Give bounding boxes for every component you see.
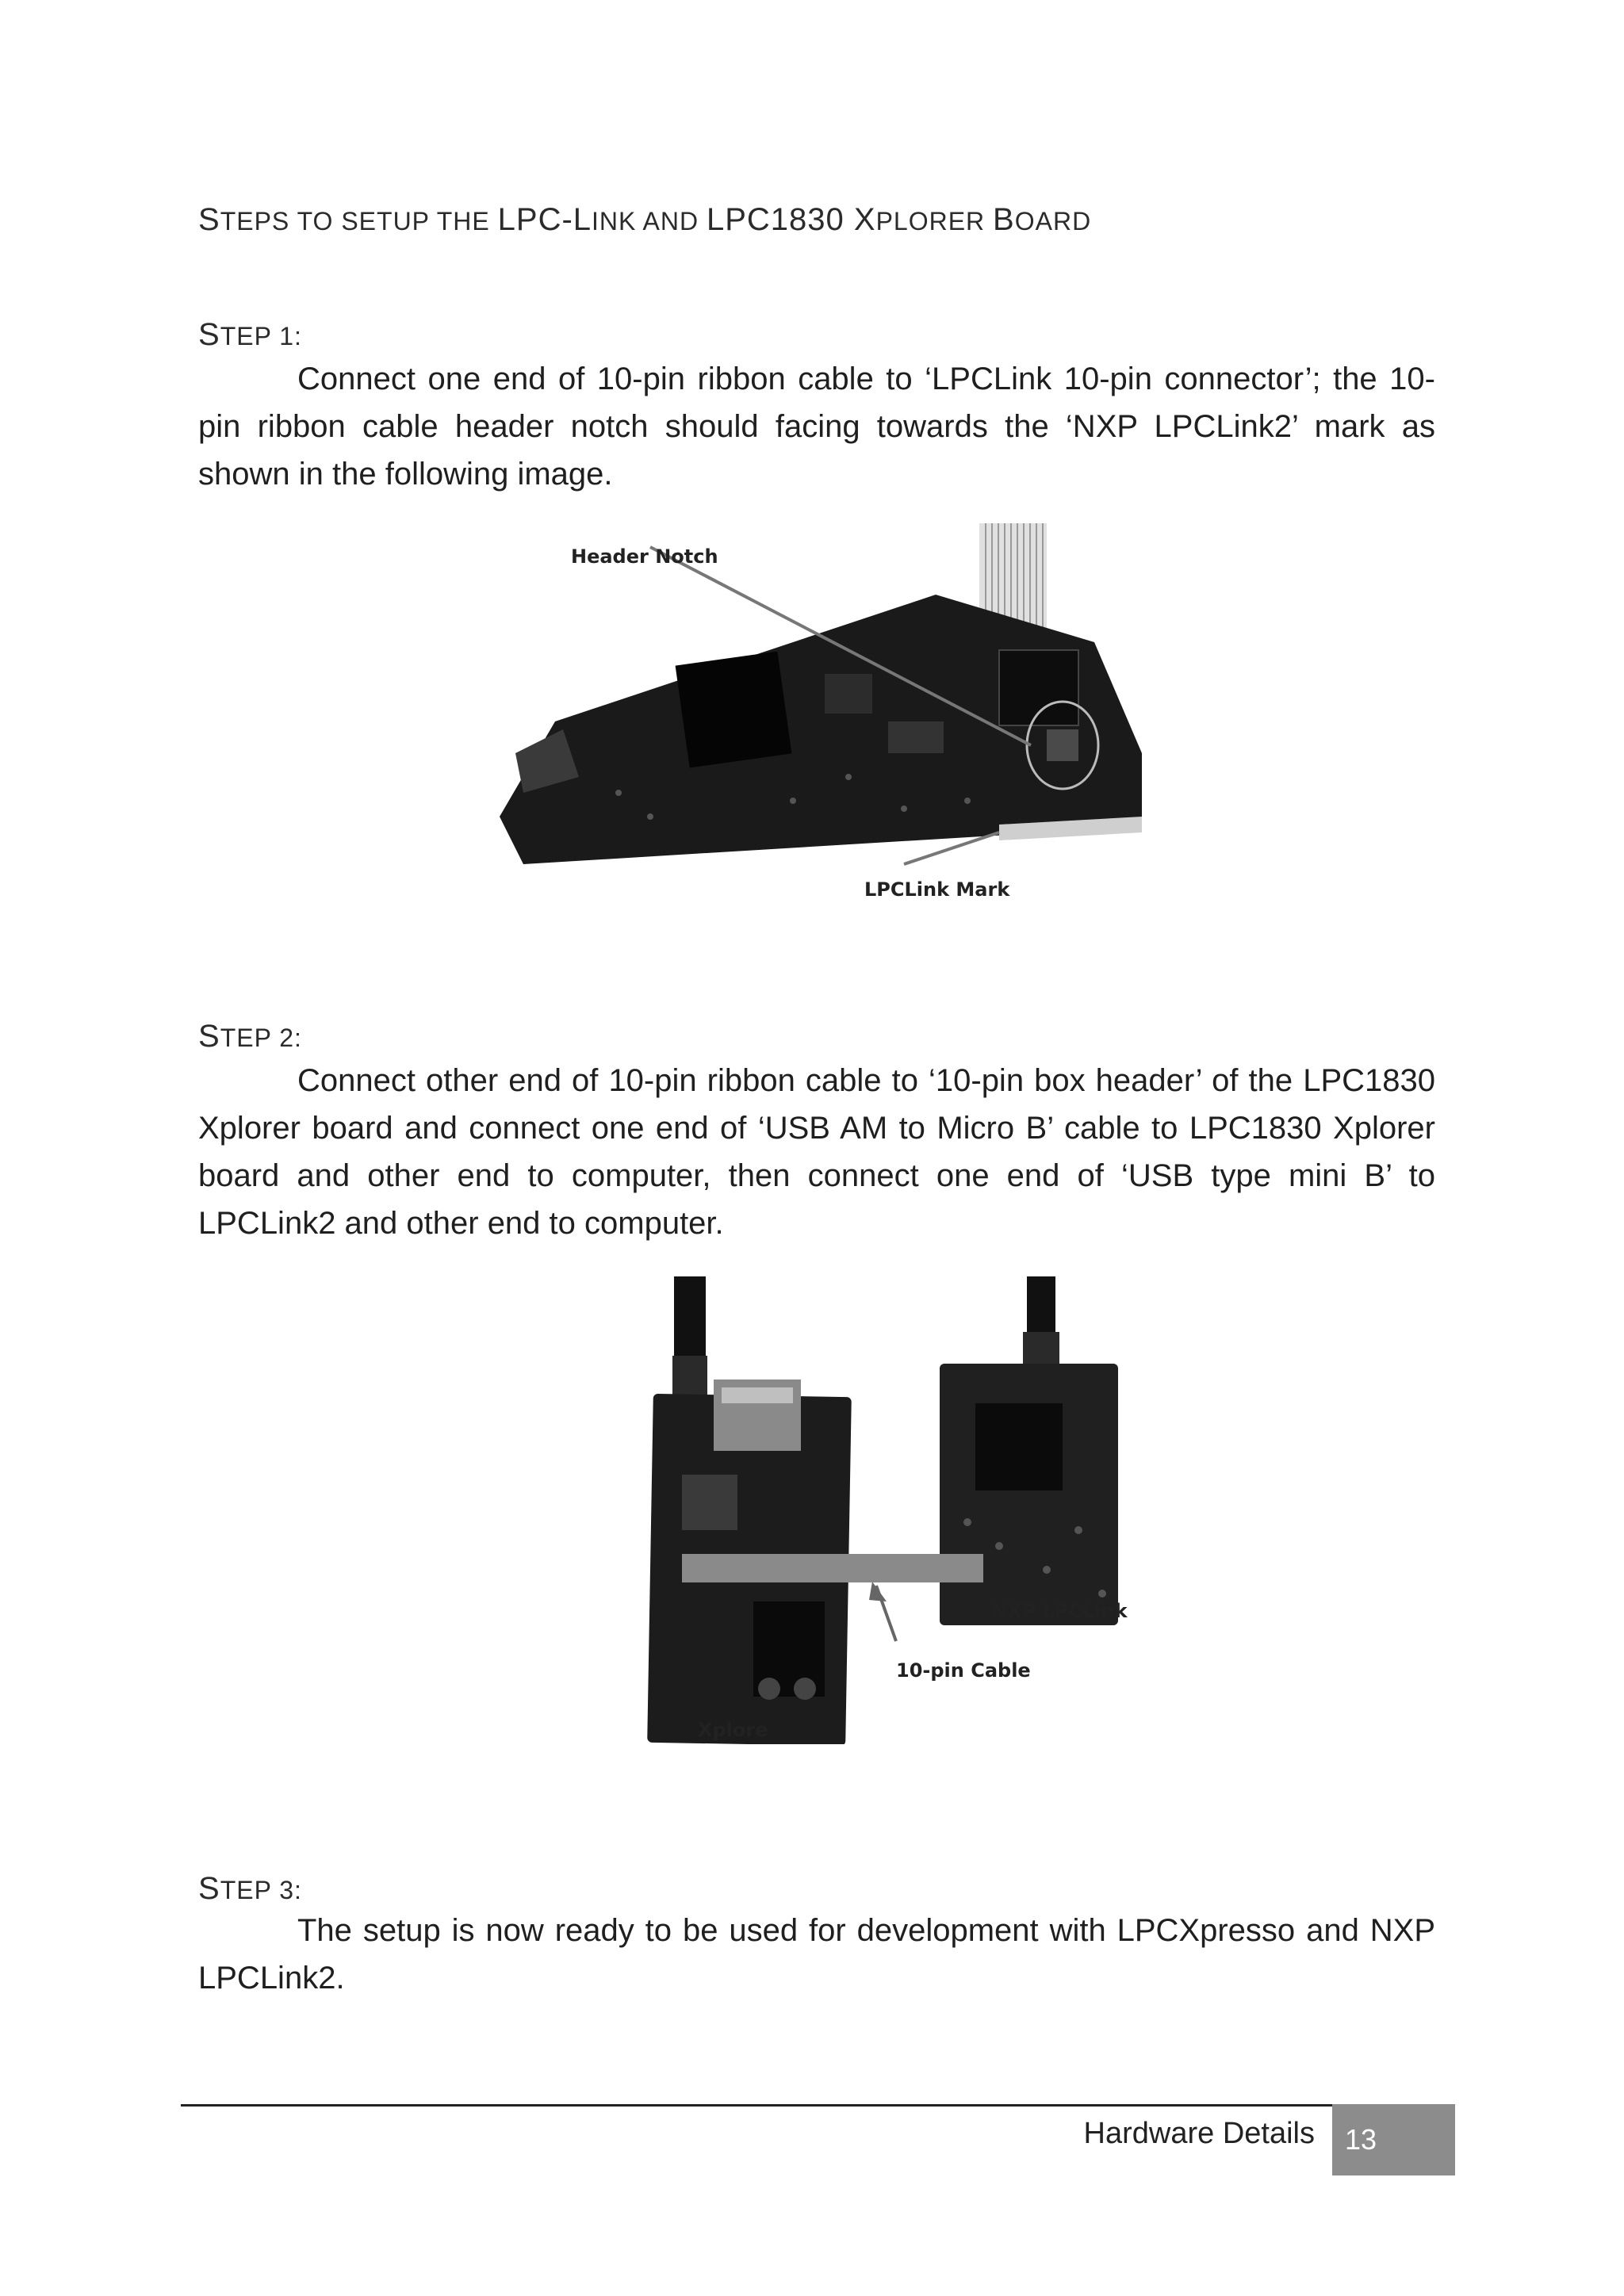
page-number: [1332, 2104, 1455, 2175]
footer-section: Hardware Details: [1083, 2117, 1315, 2150]
section-title: STEPS TO SETUP THE LPC-LINK AND LPC1830 XPLORER BOARD: [198, 202, 1092, 237]
label-10pin-cable: 10-pin Cable: [896, 1659, 1031, 1682]
page-number-text: 13: [1345, 2123, 1377, 2156]
figure-lpclink-board: [492, 515, 1158, 912]
footer-rule: [181, 2104, 1332, 2107]
step-1-text: Connect one end of 10-pin ribbon cable to ‘LPCLink 10-pin connector’; the 10-pin ribbon cable header notch should facing towards the ‘NXP LPCLink2’ mark as shown in the following image.: [198, 362, 1435, 492]
step-3-text: The setup is now ready to be used for development with LPCXpresso and NXP LPCLink2.: [198, 1913, 1435, 1996]
step-2-label: STEP 2:: [198, 1019, 302, 1054]
label-lpclink-mark: LPCLink Mark: [864, 878, 1010, 901]
step-1-label: STEP 1:: [198, 317, 302, 352]
step-2-text: Connect other end of 10-pin ribbon cable to ‘10-pin box header’ of the LPC1830 Xplorer board and connect one end of ‘USB AM to Micro B’ cable to LPC1830 Xplorer board and other end to computer, then connect one end of ‘USB type mini B’ to LPCLink2 and other end to computer.: [198, 1063, 1435, 1241]
label-xplore: Xplore: [698, 1719, 768, 1741]
figure-xplorer-setup: [634, 1269, 1158, 1744]
label-header-notch: Header Notch: [571, 545, 718, 568]
label-nxp-lpclink: NXP LPCLink: [991, 1600, 1128, 1622]
step-3-label: STEP 3:: [198, 1871, 302, 1906]
